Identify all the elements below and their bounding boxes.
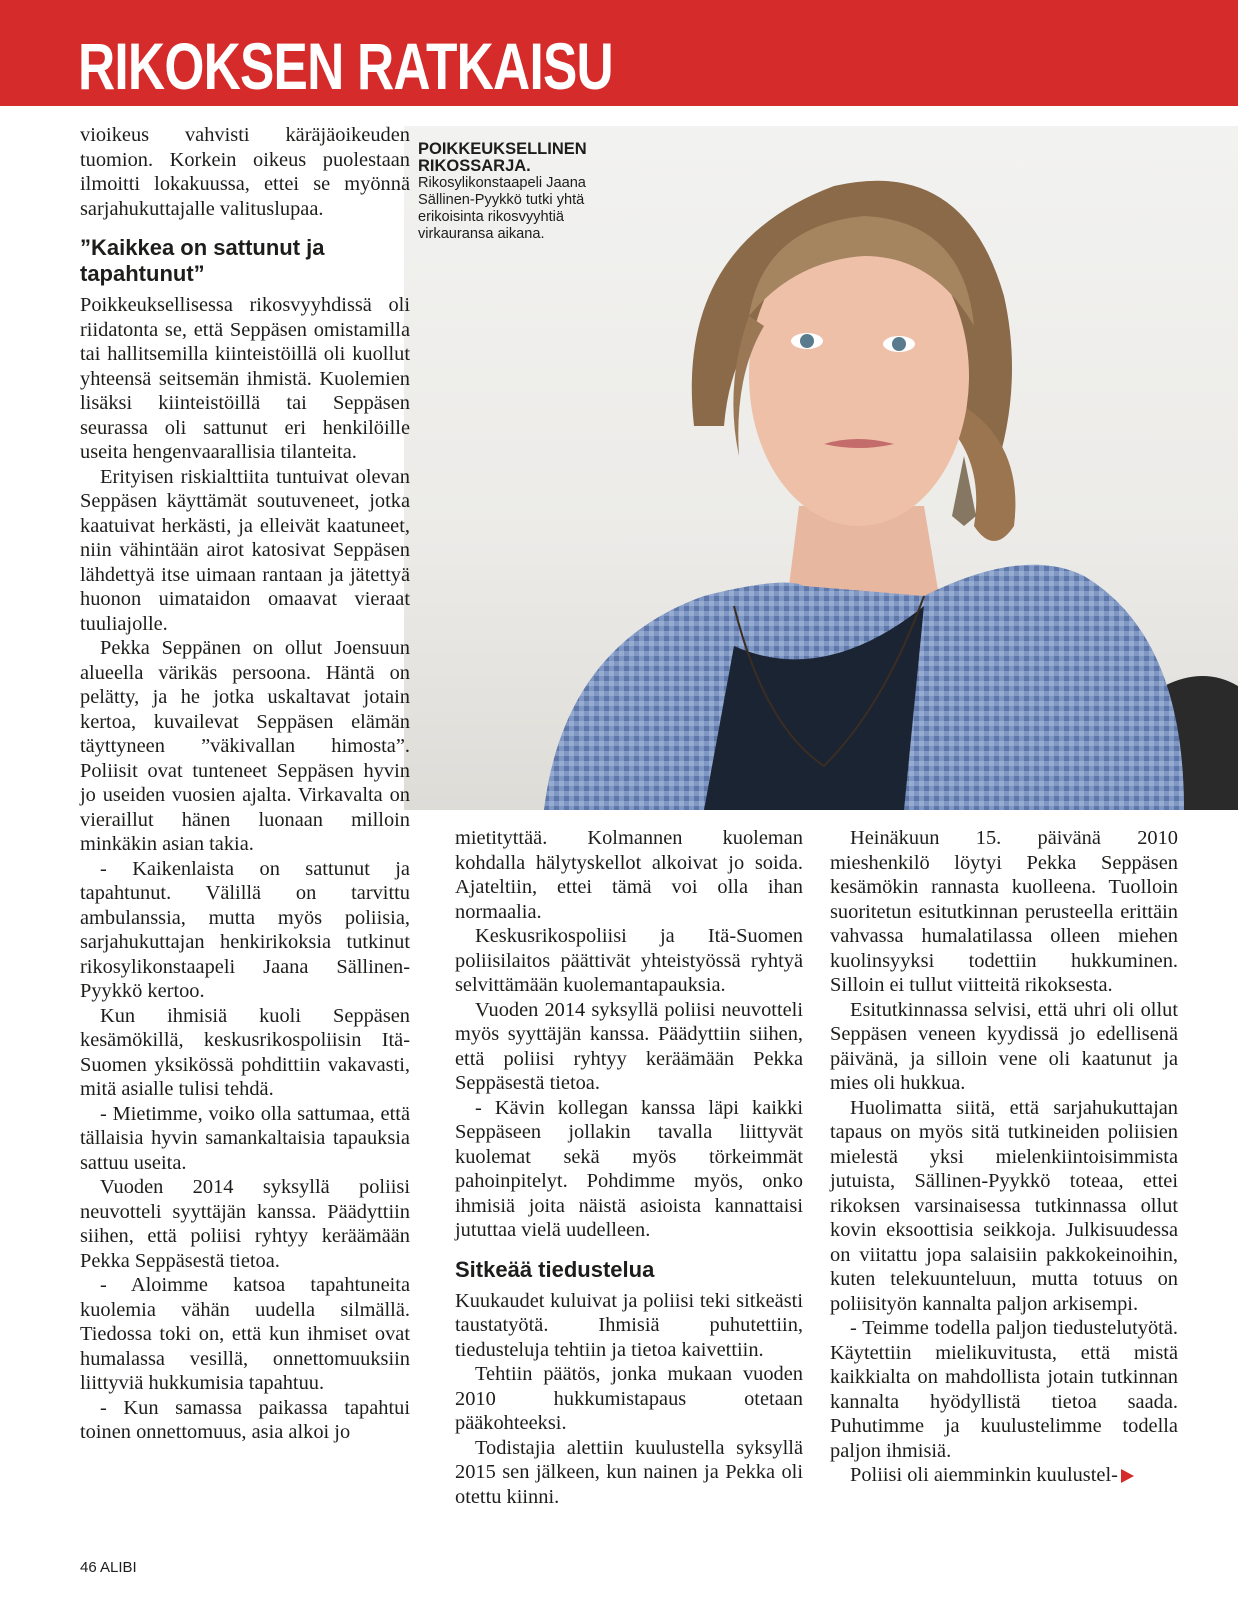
header-bar xyxy=(0,0,1238,106)
paragraph: Vuoden 2014 syksyllä poliisi neuvotteli myös syyttäjän kanssa. Päädyttiin siihen, että poliisi ryhtyy keräämään Pekka Seppäsestä tietoa. xyxy=(455,998,803,1094)
paragraph: Huolimatta siitä, että sarjahukuttajan tapaus on myös sitä tutkineiden poliisien mielestä yksi mielenkiintoisimmista jutuista, Sällinen-Pyykkö toteaa, ettei rikoksen varsinaisessa tutkinnassa ollut kovin eksoottisia seikkoja. Julkisuudessa on viitattu jopa salaisiin pakkokeinoihin, kuten telekuunteluun, mutta totuus on poliisityön kannalta paljon arkisempi. xyxy=(830,1096,1178,1315)
paragraph: Kun ihmisiä kuoli Seppäsen kesämökillä, keskusrikospoliisin Itä-Suomen yksikössä pohdittiin vakavasti, mitä asialle tulisi tehdä. xyxy=(80,1004,410,1100)
subheading: Sitkeää tiedustelua xyxy=(455,1256,655,1282)
paragraph: vioikeus vahvisti käräjäoikeuden tuomion. Korkein oikeus puolestaan ilmoitti lokakuussa, ettei se myönnä sarjahukuttajalle valituslupaa. xyxy=(80,124,410,220)
caption-text: Rikosylikonstaapeli Jaana Sällinen-Pyykkö tutki yhtä erikoisinta rikosvyyhtiä virkauransa aikana. xyxy=(418,175,586,242)
paragraph-text: Poliisi oli aiemminkin kuulustel- xyxy=(850,1464,1118,1486)
page-footer: 46 ALIBI xyxy=(80,1559,137,1576)
paragraph: Esitutkinnassa selvisi, että uhri oli ollut Seppäsen veneen kyydissä jo edellisenä päivänä, ja silloin vene oli kaatunut ja mies oli hukkua. xyxy=(830,998,1178,1094)
paragraph: Todistajia alettiin kuulustella syksyllä 2015 sen jälkeen, kun nainen ja Pekka oli otettu kiinni. xyxy=(455,1436,803,1508)
paragraph-last xyxy=(830,1463,1178,1488)
caption-heading: POIKKEUKSELLINEN RIKOSSARJA. xyxy=(418,140,587,175)
paragraph: - Kävin kollegan kanssa läpi kaikki Seppäseen jollakin tavalla liittyvät kuolemat sekä myös törkeimmät pahoinpitelyt. Pohdimme myös, onko ihmisiä joita näistä asioista kannattaisi jututtaa vielä uudelleen. xyxy=(455,1096,803,1241)
paragraph: mietityttää. Kolmannen kuoleman kohdalla hälytyskellot alkoivat jo soida. Ajateltiin, ettei tämä voi olla ihan normaalia. xyxy=(455,827,803,923)
article-column-1 xyxy=(80,123,410,1445)
paragraph: - Mietimme, voiko olla sattumaa, että tällaisia hyvin samankaltaisia tapauksia sattuu useita. xyxy=(80,1102,410,1174)
paragraph: Vuoden 2014 syksyllä poliisi neuvotteli syyttäjän kanssa. Päädyttiin siihen, että poliisi ryhtyy keräämään Pekka Seppäsestä tietoa. xyxy=(80,1176,410,1272)
paragraph: - Teimme todella paljon tiedustelutyötä. Käytettiin mielikuvitusta, että mistä kaikkialta on mahdollista jotain tutkinnan kannalta hyödyllistä tietoa saada. Puhutimme ja kuulustelimme todella paljon ihmisiä. xyxy=(830,1317,1178,1462)
section-title: RIKOKSEN RATKAISU xyxy=(78,29,613,103)
paragraph: Tehtiin päätös, jonka mukaan vuoden 2010 hukkumistapaus otetaan pääkohteeksi. xyxy=(455,1363,803,1434)
paragraph: Erityisen riskialttiita tuntuivat olevan Seppäsen käyttämät soutuveneet, jotka kaatuivat herkästi, ja elleivät kaatuneet, niin vähintään airot katosivat Seppäsen lähdettyä itse uimaan rantaan ja jätettyä huonon uimataidon omaavat vieraat tuuliajolle. xyxy=(80,465,410,635)
paragraph: Pekka Seppänen on ollut Joensuun alueella värikäs persoona. Häntä on pelätty, ja he jotka uskaltavat jotain kertoa, kuvailevat Seppäsen elämän täyttyneen ”väkivallan himosta”. Poliisit ovat tunteneet Seppäsen hyvin jo useiden vuosien ajalta. Virkavalta on vieraillut hänen luonaan milloin minkäkin asian takia. xyxy=(80,637,410,855)
paragraph: Keskusrikospoliisi ja Itä-Suomen poliisilaitos päättivät yhteistyössä ryhtyä selvittämään kuolemantapauksia. xyxy=(455,925,803,996)
photo-caption xyxy=(418,141,638,243)
continue-arrow-icon xyxy=(1121,1469,1134,1483)
paragraph: Poikkeuksellisessa rikosvyyhdissä oli riidatonta se, että Seppäsen omistamilla tai hallitsemilla kiinteistöillä oli kuollut yhteensä seitsemän ihmistä. Kuolemien lisäksi kiinteistöillä tai Seppäsen seurassa oli sattunut eri henkilöille useita hengenvaarallisia tilanteita. xyxy=(80,294,410,463)
paragraph: - Kaikenlaista on sattunut ja tapahtunut. Välillä on tarvittu ambulanssia, mutta myös poliisia, sarjahukuttajan henkirikoksia tutkinut rikosylikonstaapeli Jaana Sällinen-Pyykkö kertoo. xyxy=(80,857,410,1002)
paragraph: Heinäkuun 15. päivänä 2010 mieshenkilö löytyi Pekka Seppäsen kesämökin rannasta kuolleena. Tuolloin suoritetun esitutkinnan perusteella erittäin vahvassa humalatilassa olleen miehen kuolinsyyksi todettiin hukkuminen. Silloin ei tullut viitteitä rikoksesta. xyxy=(830,827,1178,996)
paragraph: - Aloimme katsoa tapahtuneita kuolemia vähän uudella silmällä. Tiedossa toki on, että kun ihmiset ovat humalassa vesillä, onnettomuuksiin liittyviä hukkumisia tapahtuu. xyxy=(80,1274,410,1394)
article-column-3 xyxy=(830,826,1178,1488)
paragraph: Kuukaudet kuluivat ja poliisi teki sitkeästi taustatyötä. Ihmisiä puhutettiin, tiedusteluja tehtiin ja tietoa kaivettiin. xyxy=(455,1289,803,1361)
paragraph: - Kun samassa paikassa tapahtui toinen onnettomuus, asia alkoi jo xyxy=(80,1396,410,1443)
article-column-2 xyxy=(455,826,803,1509)
subheading: ”Kaikkea on sattunut ja tapahtunut” xyxy=(80,235,325,286)
